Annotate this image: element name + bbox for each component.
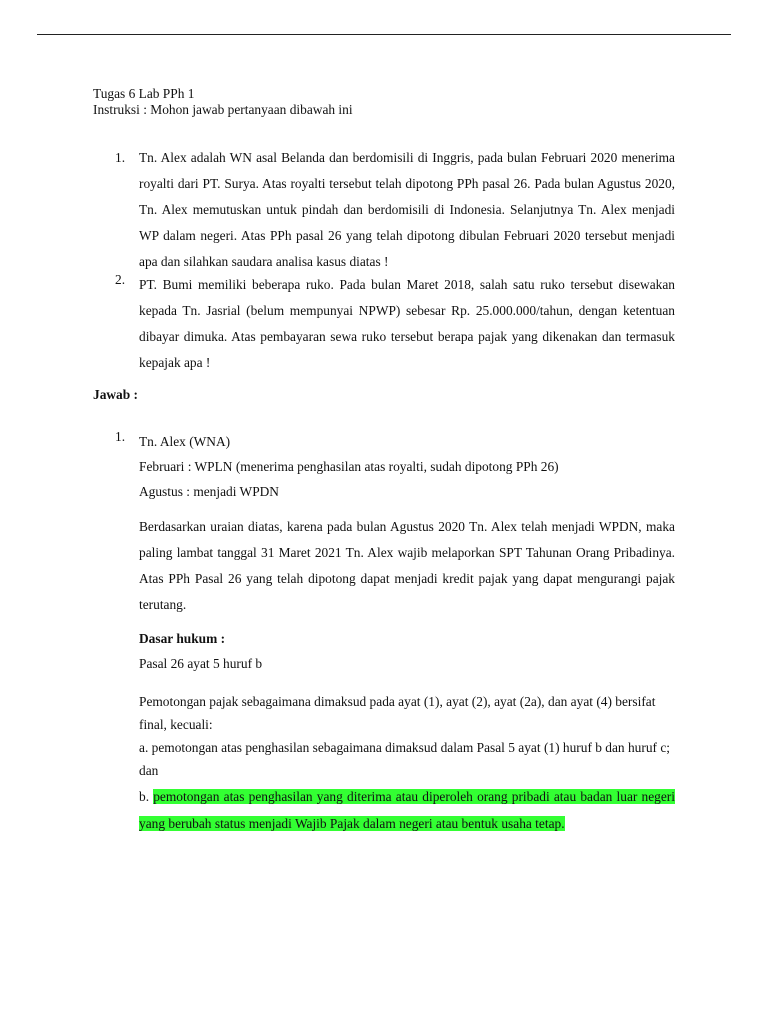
legal-reference: Pasal 26 ayat 5 huruf b bbox=[139, 656, 263, 671]
answer-list bbox=[93, 429, 675, 837]
question-number: 1. bbox=[115, 150, 126, 165]
question-item-1 bbox=[93, 145, 675, 275]
instruction-line: Instruksi : Mohon jawab pertanyaan dibawah ini bbox=[93, 102, 353, 117]
legal-point-b bbox=[139, 783, 675, 837]
question-text: Tn. Alex adalah WN asal Belanda dan berdomisili di Inggris, pada bulan Februari 2020 menerima royalti dari PT. Surya. Atas royalti tersebut telah dipotong PPh pasal 26. Pada bulan Agustus 2020, Tn. Alex memutuskan untuk pindah dan berdomisili di Indonesia. Selanjutnya Tn. Alex menjadi WP dalam negeri. Atas PPh pasal 26 yang telah dipotong dibulan Februari 2020 tersebut menjadi apa dan silahkan saudara analisa kasus diatas ! bbox=[139, 150, 675, 269]
document-page bbox=[93, 86, 675, 837]
legal-basis-heading: Dasar hukum : bbox=[139, 631, 226, 646]
point-b-prefix: b. bbox=[139, 789, 154, 804]
answer-item-1 bbox=[93, 429, 675, 837]
document-title: Tugas 6 Lab PPh 1 bbox=[93, 86, 195, 101]
header-rule bbox=[37, 34, 731, 35]
question-text: PT. Bumi memiliki beberapa ruko. Pada bulan Maret 2018, salah satu ruko tersebut disewakan kepada Tn. Jasrial (belum mempunyai NPWP) sebesar Rp. 25.000.000/tahun, dengan ketentuan dibayar dimuka. Atas pembayaran sewa ruko tersebut berapa pajak yang dikenakan dan termasuk kepajak apa ! bbox=[139, 277, 675, 370]
question-list bbox=[93, 145, 675, 376]
question-number: 2. bbox=[115, 272, 126, 287]
highlighted-text: pemotongan atas penghasilan yang diterima atau diperoleh orang pribadi atau badan luar negeri yang berubah status menjadi Wajib Pajak dalam negeri atau bentuk usaha tetap. bbox=[139, 789, 675, 831]
answer-heading: Jawab : bbox=[93, 387, 139, 402]
question-item-2 bbox=[93, 272, 675, 376]
answer-explanation: Berdasarkan uraian diatas, karena pada bulan Agustus 2020 Tn. Alex telah menjadi WPDN, maka paling lambat tanggal 31 Maret 2021 Tn. Alex wajib melaporkan SPT Tahunan Orang Pribadinya. Atas PPh Pasal 26 yang telah dipotong dapat menjadi kredit pajak yang dapat mengurangi pajak terutang. bbox=[139, 519, 675, 612]
answer-august-status: Agustus : menjadi WPDN bbox=[139, 484, 279, 499]
legal-text: Pemotongan pajak sebagaimana dimaksud pada ayat (1), ayat (2), ayat (2a), dan ayat (4) bersifat final, kecuali: bbox=[139, 694, 656, 732]
answer-february-status: Februari : WPLN (menerima penghasilan atas royalti, sudah dipotong PPh 26) bbox=[139, 459, 559, 474]
legal-point-a: a. pemotongan atas penghasilan sebagaimana dimaksud dalam Pasal 5 ayat (1) huruf b dan huruf c; dan bbox=[139, 740, 670, 778]
answer-number: 1. bbox=[115, 429, 126, 444]
answer-subject: Tn. Alex (WNA) bbox=[139, 434, 231, 449]
